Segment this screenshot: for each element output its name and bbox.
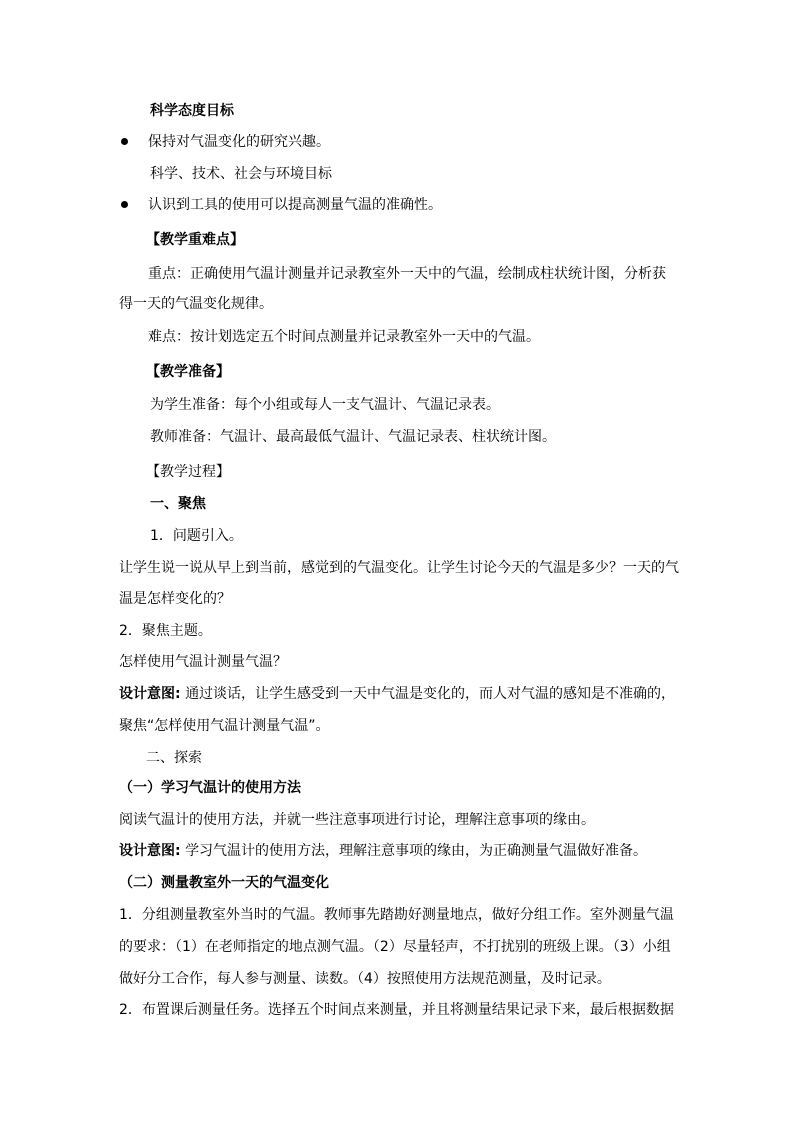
focus-step2-text: 怎样使用气温计测量气温？	[119, 654, 287, 670]
focus-design-line2: 聚焦“怎样使用气温计测量气温”。	[119, 718, 330, 734]
explore-item1-line2: 的要求：（1）在老师指定的地点测气温。（2）尽量轻声，不打扰别的班级上课。（3）小组	[119, 939, 671, 955]
focus-step2: 2．聚焦主题。	[119, 623, 212, 639]
explore-item2-line1: 2．布置课后测量任务。选择五个时间点来测量，并且将测量结果记录下来，最后根据数据	[119, 1002, 674, 1018]
key-points-heading: 【教学重难点】	[146, 232, 244, 248]
explore-part1-heading: （一）学习气温计的使用方法	[119, 780, 301, 796]
focus-step1: 1．问题引入。	[150, 528, 243, 544]
explore-design-line	[119, 841, 647, 861]
design-intent-label: 设计意图:	[119, 686, 181, 702]
explore-part1-text: 阅读气温计的使用方法，并就一些注意事项进行讨论，理解注意事项的缘由。	[119, 812, 595, 828]
focus-step1-text-line1: 让学生说一说从早上到当前，感觉到的气温变化。让学生讨论今天的气温是多少？一天的气	[119, 560, 679, 576]
preparation-teacher: 教师准备：气温计、最高最低气温计、气温记录表、柱状统计图。	[150, 429, 556, 445]
design-intent-text: 学习气温计的使用方法，理解注意事项的缘由，为正确测量气温做好准备。	[185, 843, 648, 859]
explore-item1-line1: 1．分组测量教室外当时的气温。教师事先踏勘好测量地点，做好分组工作。室外测量气温	[119, 907, 674, 923]
sts-goal-heading: 科学、技术、社会与环境目标	[150, 166, 332, 182]
bullet-icon	[121, 138, 128, 145]
science-attitude-heading: 科学态度目标	[150, 103, 234, 119]
explore-heading: 二、探索	[146, 750, 202, 766]
science-attitude-item: 保持对气温变化的研究兴趣。	[148, 134, 330, 150]
process-heading: 【教学过程】	[146, 464, 230, 480]
focus-step1-text-line2: 温是怎样变化的？	[119, 591, 231, 607]
bullet-icon	[121, 201, 128, 208]
explore-part2-heading: （二）测量教室外一天的气温变化	[119, 875, 329, 891]
design-intent-label: 设计意图:	[119, 843, 181, 859]
preparation-heading: 【教学准备】	[146, 364, 230, 380]
focus-design-line1	[119, 684, 675, 704]
key-focus-line2: 得一天的气温变化规律。	[119, 296, 273, 312]
focus-heading: 一、聚焦	[150, 496, 206, 512]
key-focus-line1: 重点：正确使用气温计测量并记录教室外一天中的气温，绘制成柱状统计图，分析获	[148, 266, 666, 282]
design-intent-text: 通过谈话，让学生感受到一天中气温是变化的，而人对气温的感知是不准确的，	[185, 686, 676, 702]
preparation-students: 为学生准备：每个小组或每人一支气温计、气温记录表。	[150, 397, 500, 413]
key-difficulty: 难点：按计划选定五个时间点测量并记录教室外一天中的气温。	[148, 329, 540, 345]
sts-goal-item: 认识到工具的使用可以提高测量气温的准确性。	[148, 197, 442, 213]
explore-item1-line3: 做好分工合作，每人参与测量、读数。（4）按照使用方法规范测量，及时记录。	[119, 971, 611, 987]
